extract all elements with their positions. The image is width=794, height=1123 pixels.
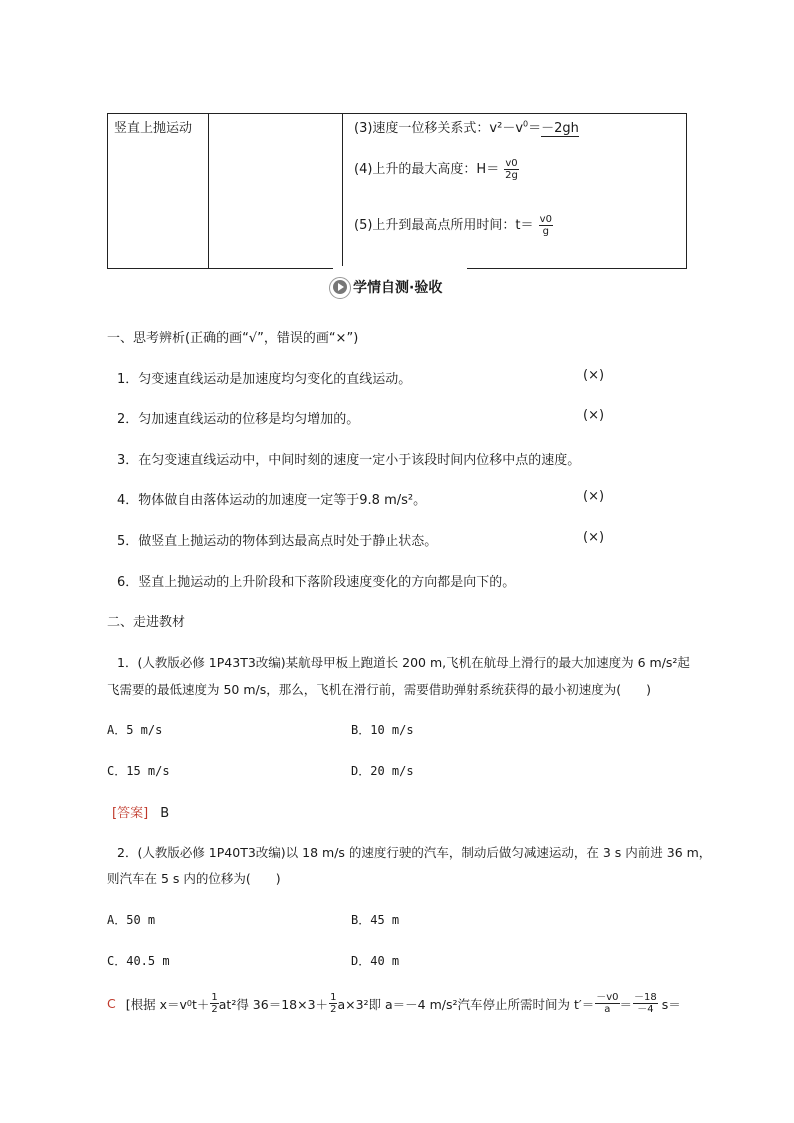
list-item: 1．匀变速直线运动是加速度均匀变化的直线运动。 — [117, 372, 412, 387]
fraction: $\frac{-v0}{a}$ — [596, 992, 619, 1015]
formula-table — [107, 113, 687, 269]
option-a: A．50 m — [107, 913, 156, 927]
list-item-mark: (×) — [583, 530, 605, 545]
question-2-line-2: 则汽车在 5 s 内的位移为( ) — [107, 871, 281, 886]
list-item-mark: (×) — [583, 368, 605, 383]
part2-heading: 二、走进教材 — [107, 615, 186, 630]
fraction: $\frac{v0}{2g}$ — [505, 158, 518, 181]
solution-letter: C — [107, 996, 116, 1011]
part1-heading: 一、思考辨析(正确的画“√”，错误的画“×”) — [107, 331, 359, 346]
list-item: 4．物体做自由落体运动的加速度一定等于9.8 m/s²。 — [117, 493, 427, 508]
table-gap — [333, 266, 467, 272]
list-item: 5．做竖直上抛运动的物体到达最高点时处于静止状态。 — [117, 534, 438, 549]
section-heading — [333, 278, 442, 296]
list-item: 3．在匀变速直线运动中，中间时刻的速度一定小于该段时间内位移中点的速度。 — [117, 453, 581, 468]
option-d: D．20 m/s — [351, 764, 414, 778]
question-1-line-2: 飞需要的最低速度为 50 m/s，那么，飞机在滑行前，需要借助弹射系统获得的最小初速度为( ) — [107, 682, 652, 697]
formula-3-answer: －2gh — [541, 121, 579, 136]
solution-line: C [根据 x＝v 0 t＋ $\frac{1}{2}$ at²得 36＝18×3＋ $\frac{1}{2}$ a×3²即 a＝－4 m/s²汽车停止所需时间为 t′＝ $\frac{-v0}{a}$ ＝ $\frac{-18}{-4}$ s＝ — [107, 992, 681, 1015]
list-item-mark: (×) — [583, 489, 605, 504]
table-divider-2 — [342, 114, 343, 268]
fraction: $\frac{v0}{g}$ — [539, 214, 552, 237]
option-d: D．40 m — [351, 954, 400, 968]
answer-label: [答案] — [112, 806, 149, 821]
option-b: B．10 m/s — [351, 723, 414, 737]
option-c: C．40.5 m — [107, 954, 170, 968]
table-row-label: 竖直上抛运动 — [114, 121, 193, 136]
answer-value: B — [160, 806, 170, 821]
option-c: C．15 m/s — [107, 764, 170, 778]
table-divider-1 — [208, 114, 209, 268]
fraction: $\frac{1}{2}$ — [211, 992, 218, 1015]
formula-3: (3)速度一位移关系式：$v^2-v^0=-2gh$ — [354, 119, 579, 136]
list-item-mark: (×) — [583, 408, 605, 423]
play-circle-icon — [333, 280, 347, 294]
list-item: 6．竖直上抛运动的上升阶段和下落阶段速度变化的方向都是向下的。 — [117, 575, 516, 590]
fraction: $\frac{-18}{-4}$ — [634, 992, 657, 1015]
section-title: 学情自测·验收 — [353, 280, 443, 296]
formula-5: (5)上升到最高点所用时间：t＝ $\frac{v0}{g}$ — [354, 214, 552, 237]
answer-line — [112, 802, 169, 821]
list-item: 2．匀加速直线运动的位移是均匀增加的。 — [117, 412, 360, 427]
option-b: B．45 m — [351, 913, 400, 927]
question-1-line-1: 1．(人教版必修 1P43T3改编)某航母甲板上跑道长 200 m,飞机在航母上滑行的最大加速度为 6 m/s²起 — [117, 655, 690, 670]
question-2-line-1: 2．(人教版必修 1P40T3改编)以 18 m/s 的速度行驶的汽车，制动后做匀减速运动，在 3 s 内前进 36 m， — [117, 845, 712, 860]
formula-4: (4)上升的最大高度：H＝ $\frac{v0}{2g}$ — [354, 158, 518, 181]
option-a: A．5 m/s — [107, 723, 163, 737]
fraction: $\frac{1}{2}$ — [330, 992, 337, 1015]
